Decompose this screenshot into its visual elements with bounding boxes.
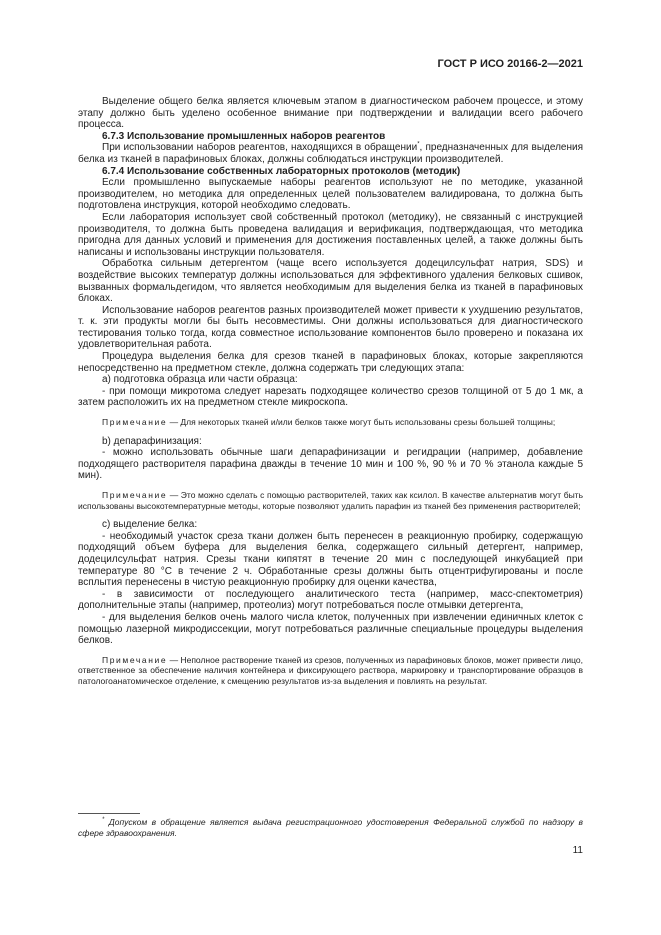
list-item-c3: - для выделения белков очень малого числа клеток, полученных при извлечении единичных клеток с помощью лазерной микродиссекции, могут потребоваться различные специальные процедуры выделения белков. — [78, 611, 583, 647]
note-1 — [78, 417, 583, 428]
note-label: Примечание — [102, 490, 168, 500]
paragraph-intro: Выделение общего белка является ключевым этапом в диагностическом рабочем процессе, и этому этапу должно быть уделено особенное внимание при подтверждении и валидации всего рабочего процесса. — [78, 96, 583, 131]
page-number: 11 — [572, 845, 583, 856]
footnote-marker: * — [417, 142, 420, 149]
list-label-b: b) депарафинизация: — [102, 435, 202, 447]
paragraph-compatibility: Использование наборов реагентов разных производителей может привести к ухудшению результатов, т. к. эти продукты могли бы быть несовместимы. Они должны использоваться для диагностического тестирования только тогда, когда совместное использование компонентов было проверено и показана их удовлетворительная работа. — [78, 304, 583, 351]
paragraph-detergent: Обработка сильным детергентом (чаще всего используется додецилсульфат натрия, SDS) и воздействие высоких температур должны использоваться для эффективного удаления белковых сшивок, вызванных формальдегидом, что является необходимым для выделения белка из тканей в парафиновых блоках. — [78, 258, 583, 305]
text-part: При использовании наборов реагентов, находящихся в обращении — [102, 142, 418, 154]
footnote-divider — [78, 813, 140, 814]
section-heading-6-7-3: 6.7.3 Использование промышленных наборов реагентов — [102, 130, 386, 142]
list-label-a: а) подготовка образца или части образца: — [102, 374, 298, 386]
footnote-mark: * — [102, 817, 105, 824]
note-label: Примечание — [102, 417, 168, 428]
main-text — [78, 96, 583, 695]
text-part: , предназначенных для выделения белка из тканей в парафиновых блоках, должны соблюдаться инструкции производителей. — [78, 142, 583, 165]
note-label: Примечание — [102, 654, 168, 665]
note-text: — Для некоторых тканей и/или белков также могут быть использованы срезы большей толщины; — [167, 417, 556, 428]
list-label-c: c) выделение белка: — [102, 519, 198, 531]
note-text: — Это можно сделать с помощью растворителей, таких как ксилол. В качестве альтернатив могут быть использованы высокотемпературные методы, которые позволяют удалить парафин из тканей без применения растворителей; — [78, 490, 583, 511]
paragraph-validation: Если промышленно выпускаемые наборы реагентов используют не по методике, указанной производителем, но методика для определенных целей пользователем валидирована, то должна быть подготовлена инструкция, которой необходимо следовать. — [78, 177, 583, 212]
list-item-b: - можно использовать обычные шаги депарафинизации и регидрации (например, добавление подходящего растворителя парафина дважды в течение 10 мин и 100 %, 90 % и 70 % этанола каждые 5 мин). — [78, 447, 583, 482]
document-id-header: ГОСТ Р ИСО 20166-2—2021 — [437, 58, 583, 70]
list-item-a: - при помощи микротома следует нарезать подходящее количество срезов толщиной от 5 до 1 мк, а затем расположить их на предметном стекле микроскопа. — [78, 385, 583, 409]
note-3 — [78, 655, 583, 687]
paragraph-own-protocol: Если лаборатория использует свой собственный протокол (методику), не связанный с инструкцией производителя, то должна быть проведена валидация и верификация, подтверждающая, что методика пригодна для данных условий и применения для достижения поставленных целей, а также должны быть написаны и использованы инструкции пользователя. — [78, 211, 583, 258]
note-text: — Неполное растворение тканей из срезов, полученных из парафиновых блоков, может привести лицо, ответственное за обеспечение наличия контейнера и фиксирующего раствора, маркировку и транспортирование образцов в патологоанатомическое отделение, к смещению результатов из-за выделения и повлиять на результат. — [78, 654, 583, 686]
footnote-text: Допуском в обращение является выдача регистрационного удостоверения Федеральной службой по надзору в сфере здравоохранения. — [78, 817, 583, 838]
footnote — [78, 817, 583, 839]
list-item-c1: - необходимый участок среза ткани должен быть перенесен в реакционную пробирку, содержащую подходящий объем буфера для выделения белка, содержащего сильный детергент, например, додецилсульфат натрия. Срезы ткани кипятят в течение 20 мин с последующей инкубацией при температуре 80 °С в течение 2 ч. Обработанные срезы должны быть отцентрифугированы и после всплытия перенесены в чистую реакционную пробирку для оценки качества, — [78, 530, 583, 589]
section-heading-6-7-4: 6.7.4 Использование собственных лабораторных протоколов (методик) — [102, 165, 461, 177]
paragraph-reagent-kits — [78, 142, 583, 165]
paragraph-procedure: Процедура выделения белка для срезов тканей в парафиновых блоках, которые закрепляются непосредственно на предметном стекле, должна содержать три следующих этапа: — [78, 351, 583, 374]
list-item-c2: - в зависимости от последующего аналитического теста (например, масс-спектометрия) дополнительные этапы (например, протеолиз) могут потребоваться после отмывки детергента, — [78, 588, 583, 612]
note-2 — [78, 490, 583, 511]
